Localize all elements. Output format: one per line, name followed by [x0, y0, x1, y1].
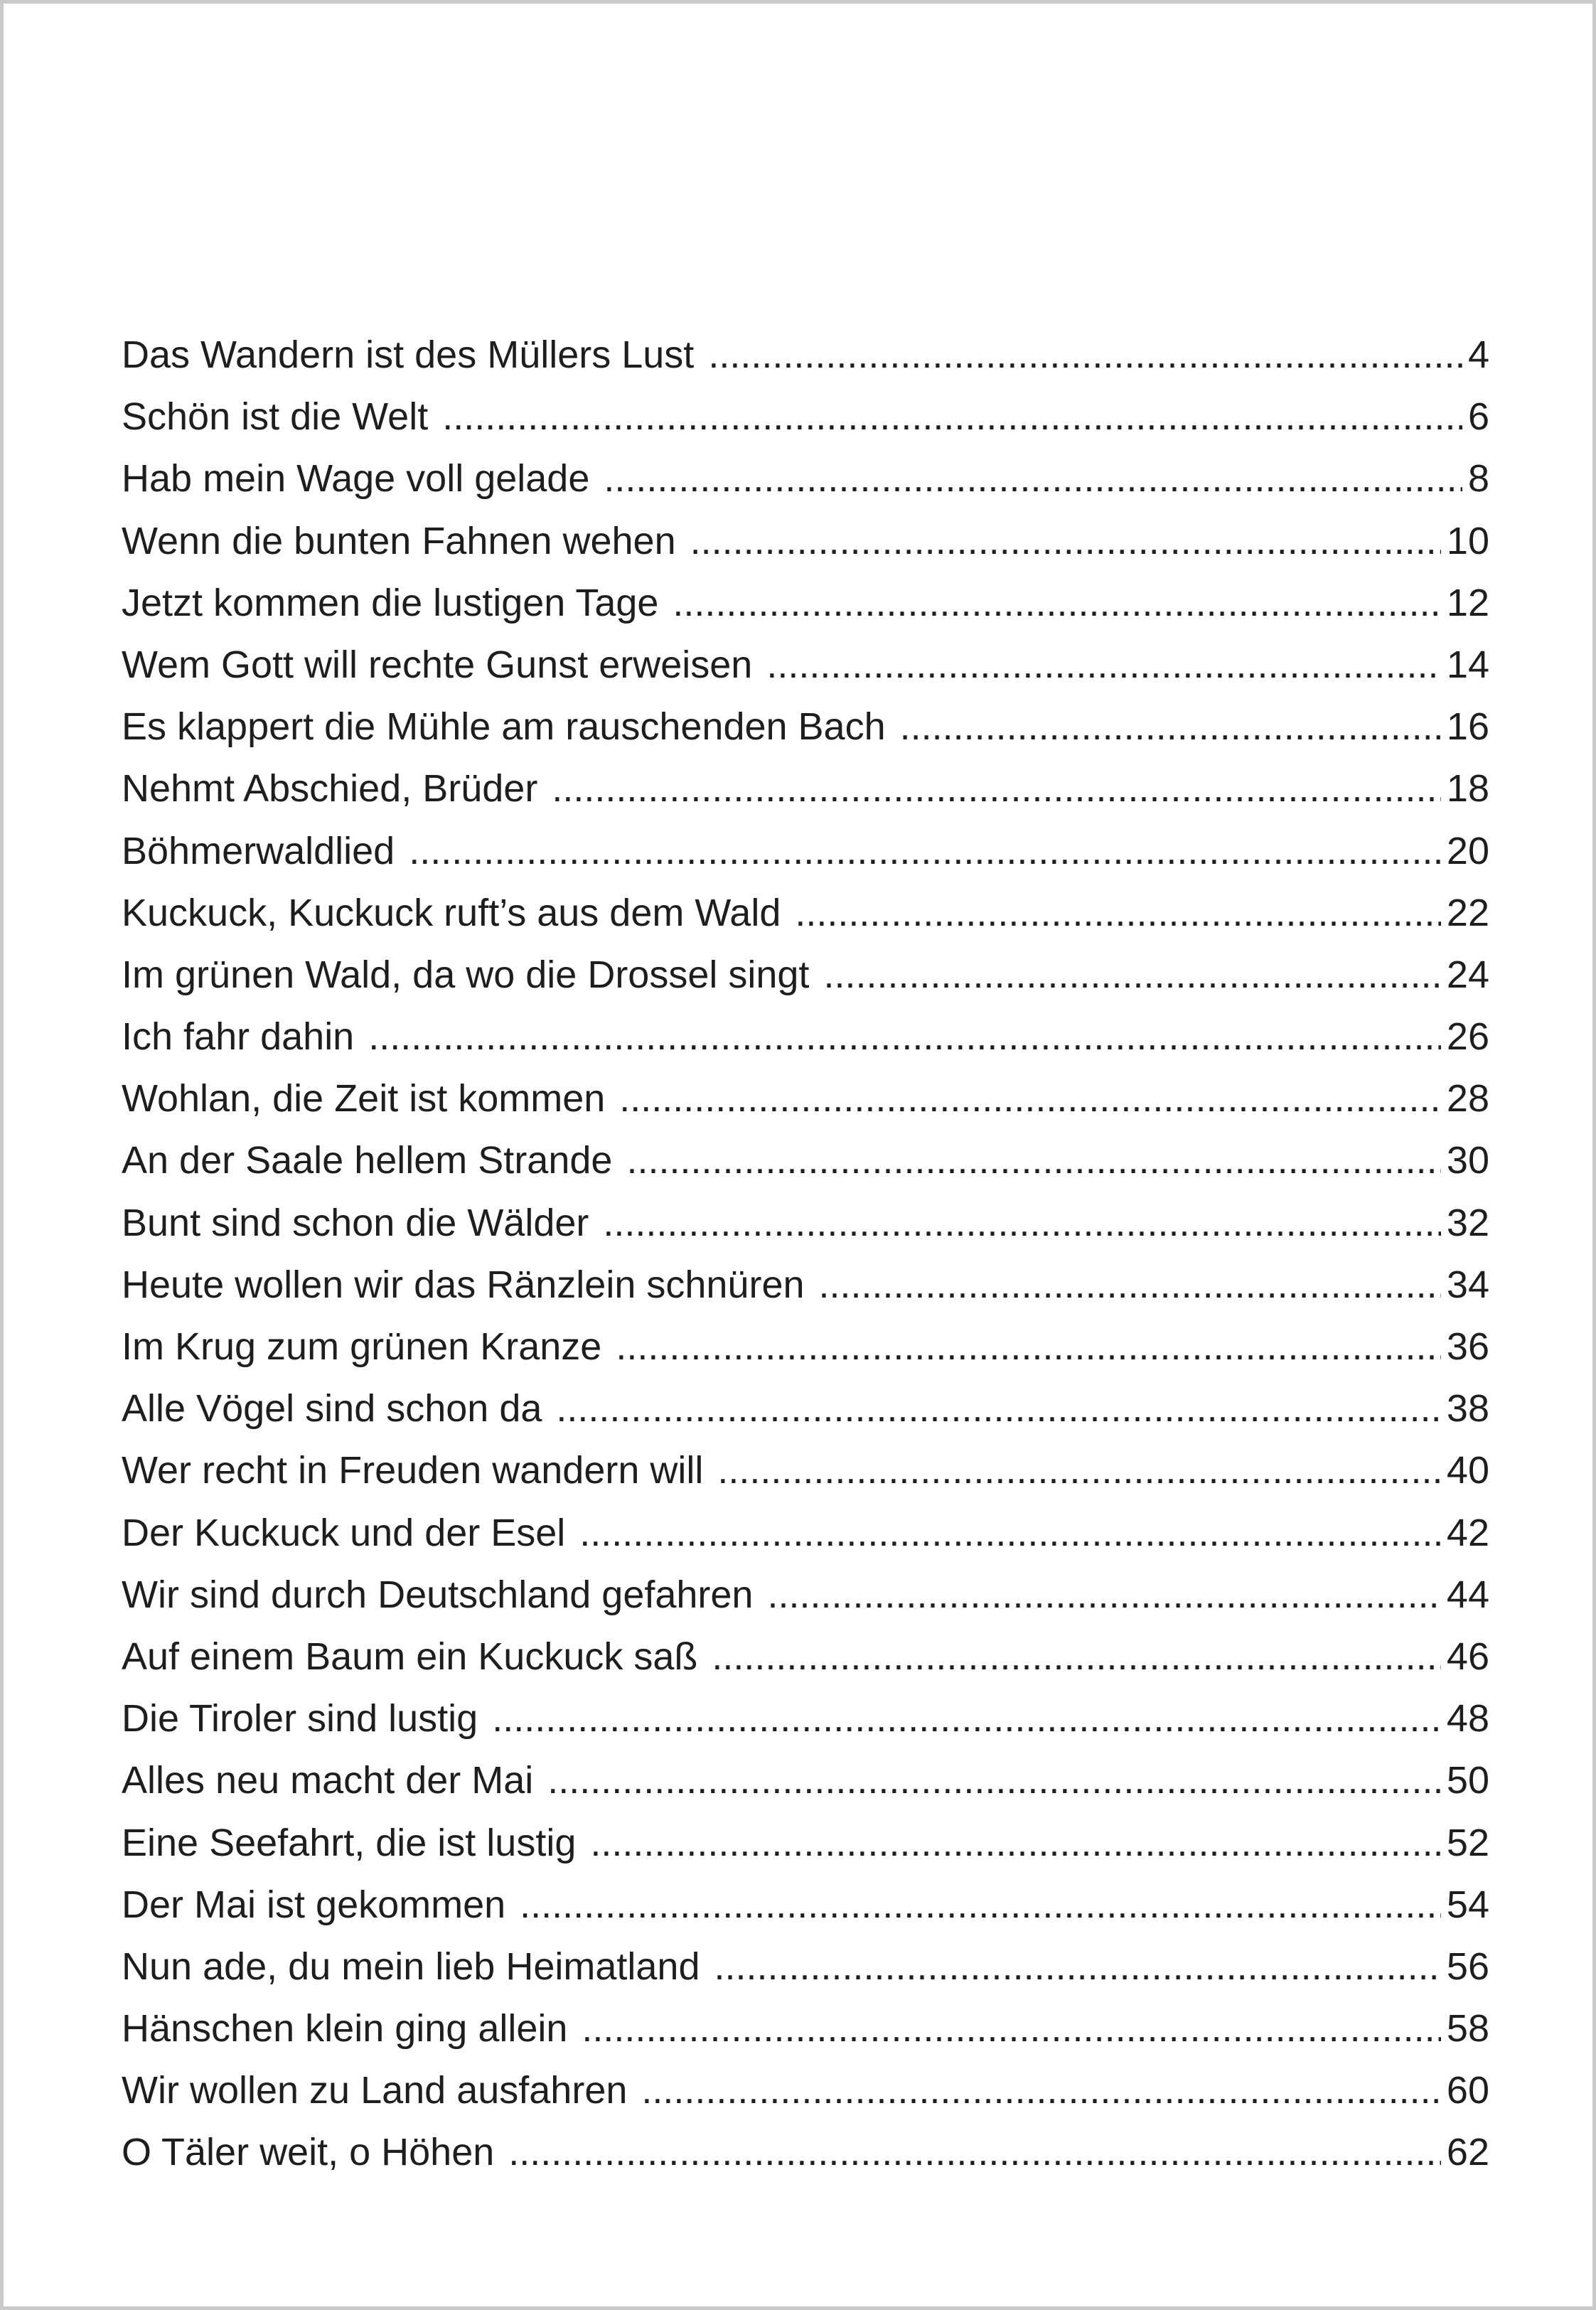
toc-dot-leader: [823, 953, 1440, 997]
toc-entry-page-number: 18: [1446, 767, 1489, 811]
toc-entry: [122, 1263, 1489, 1325]
toc-dot-leader: [442, 395, 1462, 439]
toc-entry-title: Das Wandern ist des Müllers Lust: [122, 333, 695, 376]
toc-entry-title: Ich fahr dahin: [122, 1015, 355, 1059]
toc-entry-title: Der Mai ist gekommen: [122, 1883, 506, 1926]
toc-entry-page-number: 58: [1446, 2007, 1489, 2050]
toc-entry: [122, 1511, 1489, 1573]
toc-entry-page-number: 60: [1446, 2069, 1489, 2112]
toc-entry-title: Im Krug zum grünen Kranze: [122, 1325, 602, 1368]
toc-dot-leader: [619, 1076, 1441, 1121]
toc-entry-title: Hänschen klein ging allein: [122, 2007, 568, 2050]
toc-entry-title: Wem Gott will rechte Gunst erweisen: [122, 643, 753, 686]
toc-entry-title: Hab mein Wage voll gelade: [122, 457, 590, 501]
toc-entry: [122, 891, 1489, 953]
toc-entry-title: Im grünen Wald, da wo die Drossel singt: [122, 953, 810, 996]
toc-entry-title: Wohlan, die Zeit ist kommen: [122, 1077, 606, 1121]
toc-entry-title: Alle Vögel sind schon da: [122, 1387, 542, 1431]
toc-entry-title: O Täler weit, o Höhen: [122, 2131, 495, 2174]
toc-dot-leader: [409, 829, 1441, 873]
toc-entry: [122, 395, 1489, 456]
toc-entry: [122, 1821, 1489, 1883]
toc-dot-leader: [492, 1696, 1441, 1740]
toc-entry-title: Wir sind durch Deutschland gefahren: [122, 1573, 754, 1616]
toc-entry-page-number: 34: [1446, 1263, 1489, 1306]
toc-entry-title: Heute wollen wir das Ränzlein schnüren: [122, 1263, 805, 1306]
toc-entry-page-number: 62: [1446, 2131, 1489, 2174]
toc-entry-title: Bunt sind schon die Wälder: [122, 1201, 589, 1244]
toc-entry-page-number: 10: [1446, 519, 1489, 562]
toc-entry-page-number: 38: [1446, 1387, 1489, 1431]
table-of-contents: [122, 333, 1489, 2193]
toc-entry: [122, 1573, 1489, 1635]
toc-entry-page-number: 50: [1446, 1759, 1489, 1802]
toc-entry-title: Schön ist die Welt: [122, 395, 429, 439]
toc-entry-title: Böhmerwaldlied: [122, 829, 395, 872]
toc-entry-title: Die Tiroler sind lustig: [122, 1697, 478, 1740]
toc-dot-leader: [900, 705, 1441, 749]
toc-entry: [122, 1201, 1489, 1263]
toc-entry-page-number: 16: [1446, 705, 1489, 749]
toc-entry-page-number: 56: [1446, 1945, 1489, 1988]
toc-entry: [122, 1635, 1489, 1696]
toc-entry: [122, 2068, 1489, 2130]
toc-entry-page-number: 32: [1446, 1201, 1489, 1244]
toc-entry-page-number: 8: [1467, 457, 1489, 501]
toc-dot-leader: [766, 643, 1441, 687]
toc-entry-page-number: 20: [1446, 829, 1489, 872]
toc-entry-page-number: 12: [1446, 581, 1489, 624]
toc-entry: [122, 766, 1489, 828]
toc-dot-leader: [579, 1511, 1441, 1555]
toc-dot-leader: [717, 1448, 1441, 1492]
toc-dot-leader: [714, 1945, 1440, 1989]
toc-entry-title: Wenn die bunten Fahnen wehen: [122, 519, 676, 562]
toc-entry-title: Auf einem Baum ein Kuckuck saß: [122, 1635, 698, 1678]
toc-dot-leader: [508, 2130, 1441, 2174]
toc-entry-title: Jetzt kommen die lustigen Tage: [122, 581, 659, 624]
toc-entry: [122, 953, 1489, 1015]
toc-entry: [122, 1448, 1489, 1510]
toc-entry-page-number: 52: [1446, 1821, 1489, 1864]
toc-dot-leader: [616, 1325, 1441, 1369]
toc-dot-leader: [556, 1386, 1441, 1431]
toc-entry: [122, 1015, 1489, 1076]
toc-entry-page-number: 28: [1446, 1077, 1489, 1121]
toc-entry-page-number: 14: [1446, 643, 1489, 686]
toc-entry-page-number: 22: [1446, 891, 1489, 934]
toc-entry-page-number: 36: [1446, 1325, 1489, 1368]
toc-entry-title: Nun ade, du mein lieb Heimatland: [122, 1945, 700, 1988]
toc-dot-leader: [712, 1635, 1441, 1679]
toc-dot-leader: [673, 581, 1441, 625]
toc-entry-title: Eine Seefahrt, die ist lustig: [122, 1821, 577, 1864]
toc-entry: [122, 333, 1489, 395]
toc-entry: [122, 705, 1489, 766]
toc-dot-leader: [582, 2006, 1441, 2050]
toc-entry-page-number: 30: [1446, 1139, 1489, 1182]
toc-entry-page-number: 40: [1446, 1449, 1489, 1492]
toc-entry-title: Alles neu macht der Mai: [122, 1759, 534, 1802]
toc-entry: [122, 519, 1489, 581]
toc-entry-page-number: 4: [1467, 333, 1489, 376]
toc-dot-leader: [520, 1883, 1441, 1927]
toc-dot-leader: [547, 1758, 1441, 1802]
toc-entry: [122, 1696, 1489, 1758]
toc-entry-page-number: 24: [1446, 953, 1489, 996]
toc-entry: [122, 2006, 1489, 2068]
toc-entry: [122, 581, 1489, 643]
toc-entry: [122, 1945, 1489, 2006]
toc-dot-leader: [626, 1138, 1440, 1182]
toc-entry-page-number: 48: [1446, 1697, 1489, 1740]
toc-dot-leader: [603, 1201, 1441, 1245]
toc-dot-leader: [690, 519, 1441, 563]
toc-entry: [122, 1076, 1489, 1138]
toc-entry: [122, 643, 1489, 705]
toc-entry-title: Es klappert die Mühle am rauschenden Bach: [122, 705, 886, 749]
toc-entry: [122, 1386, 1489, 1448]
toc-entry: [122, 829, 1489, 891]
toc-entry-page-number: 42: [1446, 1511, 1489, 1554]
toc-entry-page-number: 44: [1446, 1573, 1489, 1616]
toc-entry-title: Wir wollen zu Land ausfahren: [122, 2069, 628, 2112]
toc-entry-page-number: 46: [1446, 1635, 1489, 1678]
toc-entry-page-number: 6: [1467, 395, 1489, 439]
toc-dot-leader: [819, 1263, 1441, 1307]
toc-dot-leader: [552, 766, 1441, 811]
toc-dot-leader: [641, 2068, 1441, 2112]
toc-entry-title: An der Saale hellem Strande: [122, 1139, 613, 1182]
toc-entry-title: Wer recht in Freuden wandern will: [122, 1449, 704, 1492]
toc-entry-page-number: 26: [1446, 1015, 1489, 1059]
toc-dot-leader: [590, 1821, 1441, 1865]
toc-entry: [122, 1325, 1489, 1386]
toc-entry: [122, 1883, 1489, 1945]
toc-entry: [122, 456, 1489, 518]
toc-entry-page-number: 54: [1446, 1883, 1489, 1926]
toc-dot-leader: [795, 891, 1441, 935]
toc-entry-title: Der Kuckuck und der Esel: [122, 1511, 566, 1554]
toc-entry-title: Kuckuck, Kuckuck ruft’s aus dem Wald: [122, 891, 781, 934]
toc-entry: [122, 2130, 1489, 2192]
toc-dot-leader: [767, 1573, 1440, 1617]
toc-dot-leader: [604, 456, 1462, 501]
toc-entry: [122, 1138, 1489, 1200]
toc-dot-leader: [368, 1015, 1441, 1059]
toc-dot-leader: [708, 333, 1462, 377]
toc-entry-title: Nehmt Abschied, Brüder: [122, 767, 538, 811]
toc-entry: [122, 1758, 1489, 1820]
